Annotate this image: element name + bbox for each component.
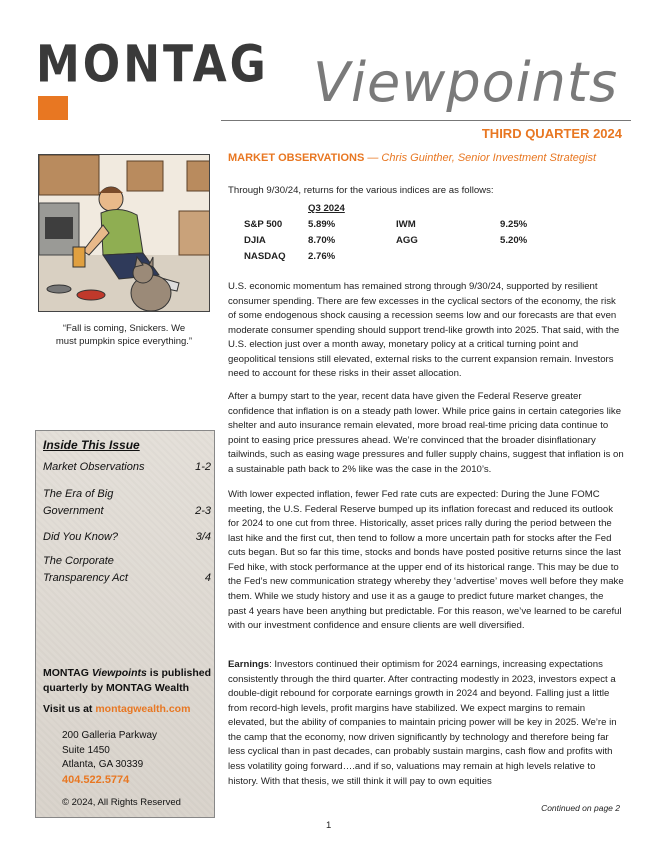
index-name: S&P 500 xyxy=(244,219,283,230)
paragraph-economic-momentum: U.S. economic momentum has remained strong through 9/30/24, supported by resilient consumer spending. There are few excesses in the cyclical sectors of the economy, the risk of some endogenous shock causing a recession seems low and our forecasts are that even moderate consumer spending should support trend-like growth into 2025. That said, with the U.S. election just over a month away, monetary policy at a critical turning point and geopolitical tensions still elevated, external risks to the current expansion remain. Investors need to account for these risks in their asset allocation. xyxy=(228,281,620,380)
cartoon-man-feeding-cat-icon xyxy=(39,155,210,312)
toc-title: Inside This Issue xyxy=(43,438,140,452)
paragraph-text: : Investors continued their optimism for 2024 earnings, increasing expectations consistently through the third quarter. After contracting modestly in 2023, investors expect a double-digit rebound for corporate earnings growth in 2024 and beyond. Falling just a little from record-high levels, profit margins have stabilized. We expect margins to remain elevated, but the ability of companies to maintain pricing power will be key in 2025. We’re in the camp that the economy, now driven significantly by technology and therefore being far less cyclical than in past decades, can probably sustain margins, cash flow and profits with less volatility going forward….and if so, valuations may remain at high levels relative to history. With that thesis, we still think it will pay to own equities xyxy=(228,659,617,787)
newsletter-title: Viewpoints xyxy=(313,51,619,114)
montag-logo: MONTAG xyxy=(36,35,269,95)
index-return: 5.89% xyxy=(308,219,336,230)
paragraph-lead: Earnings xyxy=(228,659,270,670)
cartoon-illustration xyxy=(38,154,210,312)
page-number: 1 xyxy=(326,820,332,831)
intro-paragraph: Through 9/30/24, returns for the various indices are as follows: xyxy=(228,185,494,196)
index-return: 5.20% xyxy=(500,235,528,246)
phone-number[interactable]: 404.522.5774 xyxy=(62,774,130,786)
index-return: 2.76% xyxy=(308,251,336,262)
section-heading xyxy=(228,152,596,164)
toc-item-market-observations[interactable] xyxy=(43,459,211,476)
pub-title: Viewpoints xyxy=(91,667,147,679)
copyright: © 2024, All Rights Reserved xyxy=(62,797,181,808)
inside-this-issue-sidebar xyxy=(35,430,215,818)
publication-note xyxy=(43,666,211,696)
visit-us xyxy=(43,703,190,715)
section-title: MARKET OBSERVATIONS xyxy=(228,152,365,164)
address-line: Suite 1450 xyxy=(62,744,110,756)
header-rule xyxy=(221,120,631,121)
visit-label: Visit us at xyxy=(43,703,96,715)
logo-accent-square xyxy=(38,96,68,120)
toc-item-era-of-big-government[interactable] xyxy=(43,486,211,520)
continued-note: Continued on page 2 xyxy=(541,803,620,813)
caption-line: must pumpkin spice everything.” xyxy=(55,336,193,348)
index-name: NASDAQ xyxy=(244,251,286,262)
returns-header: Q3 2024 xyxy=(308,203,345,214)
toc-item-label: The Era of Big Government xyxy=(43,488,114,518)
paragraph-earnings xyxy=(228,658,624,789)
toc-item-did-you-know[interactable] xyxy=(43,529,211,546)
index-name: DJIA xyxy=(244,235,266,246)
toc-item-label: Market Observations xyxy=(43,461,145,473)
pub-text: quarterly by MONTAG Wealth xyxy=(43,682,190,695)
pub-text: MONTAG xyxy=(43,667,92,679)
byline: — Chris Guinther, Senior Investment Strategist xyxy=(364,152,597,164)
toc-item-corporate-transparency-act[interactable] xyxy=(43,553,211,587)
address-line: Atlanta, GA 30339 xyxy=(62,759,144,770)
mailing-address xyxy=(62,729,157,773)
caption-line: “Fall is coming, Snickers. We xyxy=(62,323,186,334)
address-line: 200 Galleria Parkway xyxy=(62,730,158,741)
website-link[interactable]: montagwealth.com xyxy=(95,703,191,715)
toc-item-page: 2-3 xyxy=(195,505,211,518)
toc-item-page: 3/4 xyxy=(195,531,211,543)
toc-item-page: 4 xyxy=(204,572,211,585)
index-return: 9.25% xyxy=(500,219,528,230)
index-return: 8.70% xyxy=(308,235,336,246)
cartoon-caption xyxy=(38,322,210,349)
issue-quarter: THIRD QUARTER 2024 xyxy=(481,126,622,141)
toc-item-label: Did You Know? xyxy=(43,531,119,543)
toc-item-page: 1-2 xyxy=(195,461,211,473)
paragraph-fed-rate-cuts: With lower expected inflation, fewer Fed rate cuts are expected: During the June FOMC meeting, the U.S. Federal Reserve bumped up its inflation forecast and reduced its outlook for 2024 to one cut from three. Historically, asset prices rally during the period between the last hike and the first cut, then tend to follow a more uncertain path for stocks after the Fed cuts began. But so far this time, stocks and bonds have posted positive returns since the last Fed hike, with stock performance at the upper end of its historical range. This may be due to the Fed’s new communication strategy whereby they ‘advertise’ moves well before they make them. While we study history and use it as a gauge to predict future market changes, the past 4 years have been anything but predictable. For this reason, we’ve learned to be careful with our investment confidence and ensure clients are well diversified. xyxy=(228,489,624,632)
toc-item-label: The Corporate Transparency Act xyxy=(43,555,128,585)
paragraph-inflation: After a bumpy start to the year, recent data have given the Federal Reserve greater confidence that inflation is on a steady path lower. While price gains in certain categories like shelter and auto insurance remain elevated, more broad real-time pricing data continue to point to easing price pressures ahead. We’re convinced that the broader disinflationary tailwinds, such as easing wage pressures and fuller supply chains, suggest that inflation is on a sustainable path back to 2% like was the case in the 2010’s. xyxy=(228,391,624,475)
index-name: IWM xyxy=(396,219,416,230)
index-name: AGG xyxy=(396,235,418,246)
pub-text: is published xyxy=(146,667,212,679)
